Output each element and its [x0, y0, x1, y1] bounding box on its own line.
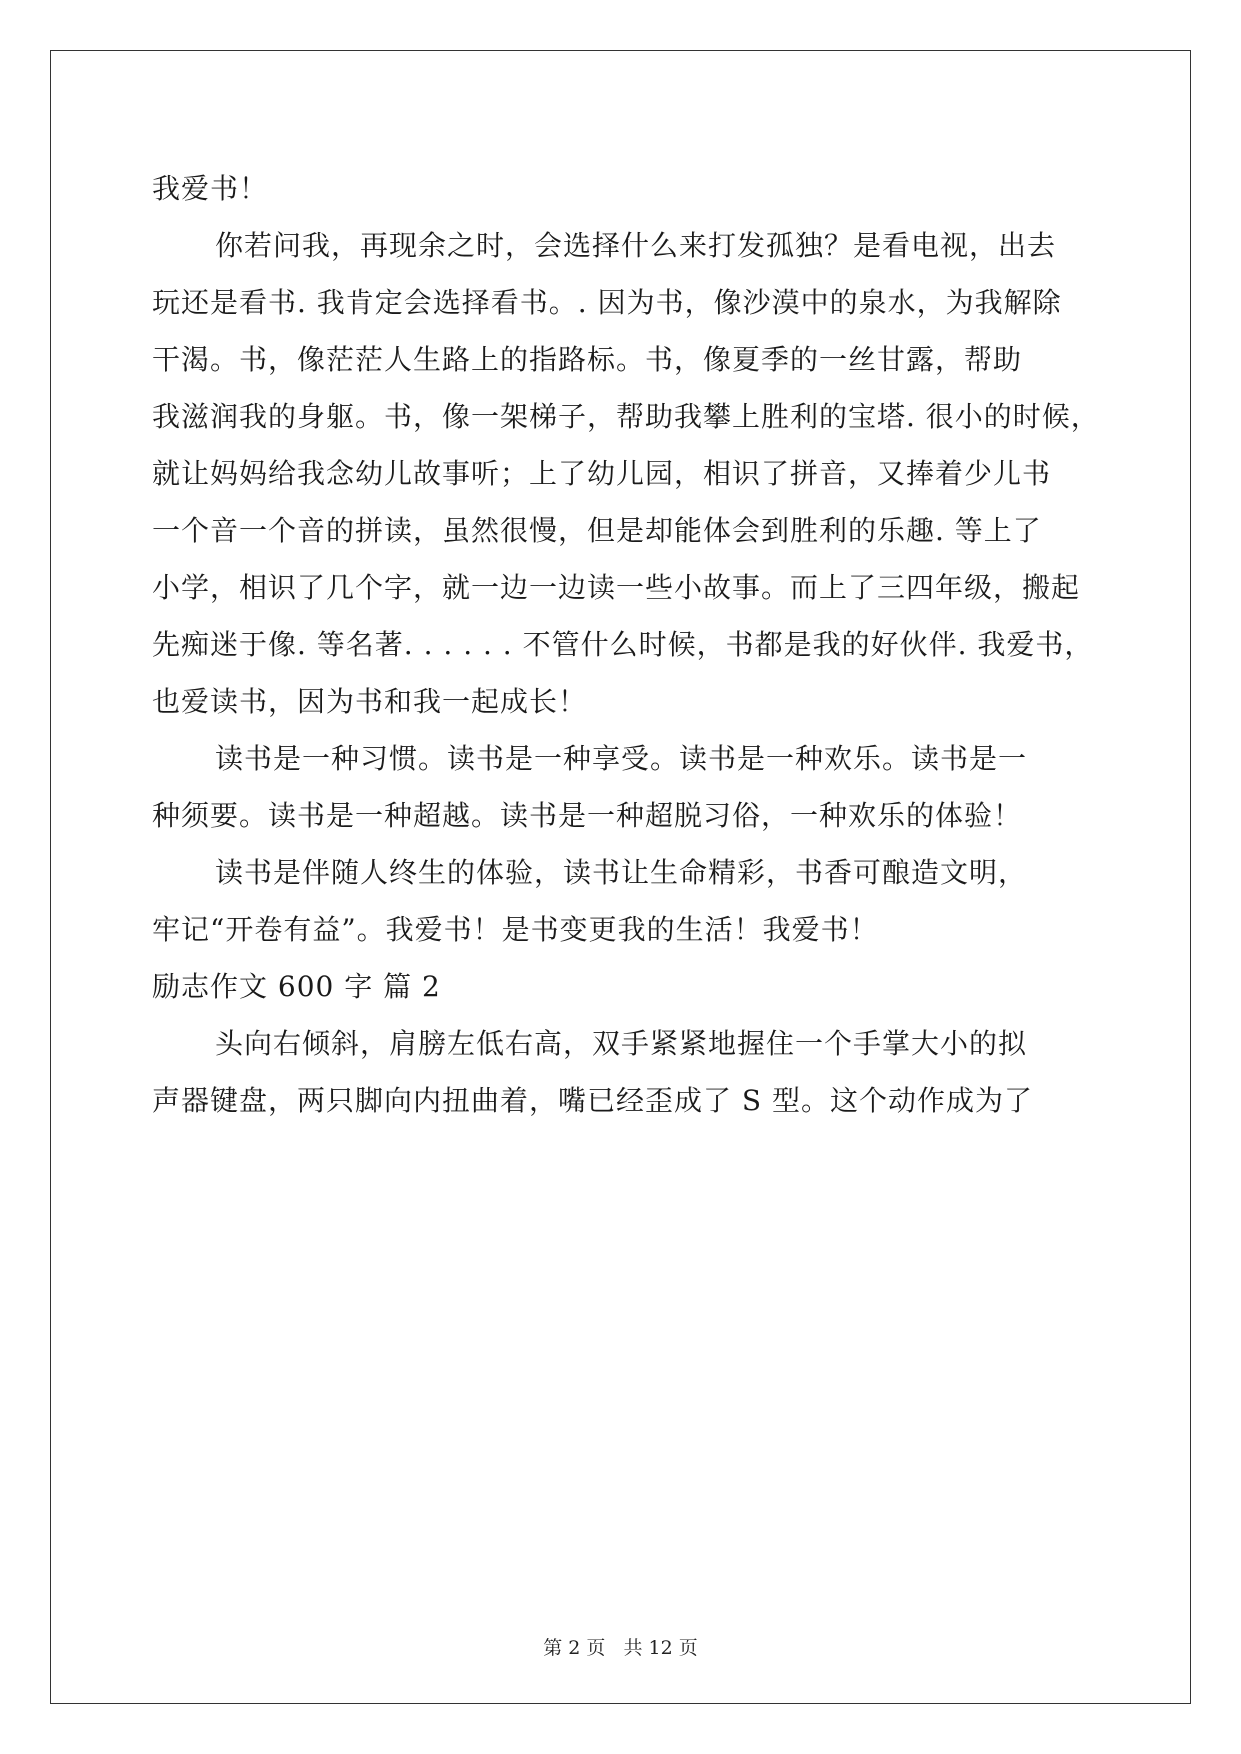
text-line: 小学，相识了几个字，就一边一边读一些小故事。而上了三四年级，搬起	[152, 571, 1081, 604]
text-line: 牢记“开卷有益”。我爱书！是书变更我的生活！我爱书！	[152, 913, 879, 946]
text-line: 读书是一种习惯。读书是一种享受。读书是一种欢乐。读书是一	[215, 742, 1028, 775]
text-line: 声器键盘，两只脚向内扭曲着，嘴已经歪成了 S 型。这个动作成为了	[152, 1084, 1033, 1117]
text-line: 先痴迷于像. 等名著. . . . . . 不管什么时候，书都是我的好伙伴. 我爱书，	[152, 628, 1094, 661]
text-line: 也爱读书，因为书和我一起成长！	[152, 685, 588, 718]
page-total: 共 12 页	[623, 1637, 698, 1659]
document-body	[152, 160, 1100, 1129]
text-line: 头向右倾斜，肩膀左低右高，双手紧紧地握住一个手掌大小的拟	[215, 1027, 1028, 1060]
section-heading: 励志作文 600 字 篇 2	[152, 970, 441, 1003]
text-line: 就让妈妈给我念幼儿故事听；上了幼儿园，相识了拼音，又捧着少儿书	[152, 457, 1052, 490]
text-line: 你若问我，再现余之时，会选择什么来打发孤独？是看电视，出去	[215, 229, 1057, 262]
text-line: 种须要。读书是一种超越。读书是一种超脱习俗，一种欢乐的体验！	[152, 799, 1023, 832]
text-line: 一个音一个音的拼读，虽然很慢，但是却能体会到胜利的乐趣. 等上了	[152, 514, 1042, 547]
text-line: 我滋润我的身躯。书，像一架梯子，帮助我攀上胜利的宝塔. 很小的时候，	[152, 400, 1100, 433]
text-line: 玩还是看书. 我肯定会选择看书。. 因为书，像沙漠中的泉水，为我解除	[152, 286, 1062, 319]
text-line: 读书是伴随人终生的体验，读书让生命精彩，书香可酿造文明，	[215, 856, 1028, 889]
text-line: 我爱书！	[152, 172, 269, 205]
page-footer	[0, 1633, 1241, 1660]
text-line: 干渴。书，像茫茫人生路上的指路标。书，像夏季的一丝甘露，帮助	[152, 343, 1023, 376]
page-number: 第 2 页	[543, 1637, 606, 1659]
